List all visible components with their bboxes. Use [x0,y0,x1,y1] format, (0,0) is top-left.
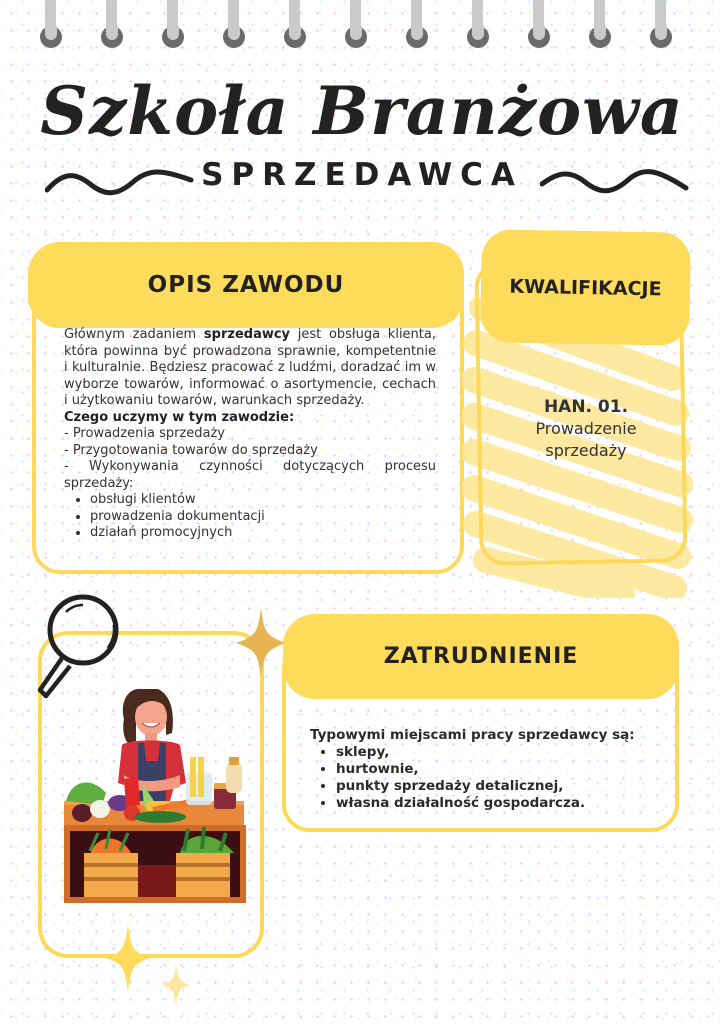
spiral-ring [223,0,245,48]
workplace-item: • hurtownie, [336,761,670,778]
spiral-ring [40,0,62,48]
learn-item: - Prowadzenia sprzedaży [64,426,225,441]
learn-heading [64,410,436,427]
sparkle-icon [234,606,288,680]
zatrudnienie-heading [283,614,679,699]
spiral-ring [467,0,489,48]
intro-bold: sprzedawcy [203,327,291,342]
intro-text-rest: jest obsługa klienta, która powinna być prowadzona sprawnie, kompetentnie i kulturalnie. Będziesz pracować z ludźmi, doradzać im w wyborze towarów, informować o asortymencie, cechach i użytkowaniu towarów, warunkach sprzedaży. [64,327,436,408]
ring-wire [228,0,239,36]
intro-text: Głównym zadaniem [64,327,204,342]
zatrudnienie-body [310,727,670,812]
kwalifikacje-heading [480,229,691,346]
ring-wire [655,0,666,36]
learn-heading-text: Czego uczymy w tym zawodzie: [64,409,295,425]
spiral-ring [162,0,184,48]
page-subtitle: SPRZEDAWCA [201,157,523,193]
learn-item: - Wykonywania czynności dotyczących procesu sprzedaży: [64,459,436,491]
sub-item: • działań promocyjnych [90,525,436,542]
ring-wire [533,0,544,36]
ring-wire [106,0,117,36]
learn-item: - Przygotowania towarów do sprzedaży [64,442,318,458]
kwalifikacje-body [490,396,682,462]
workplaces-list [310,744,670,812]
ring-wire [472,0,483,36]
spiral-ring [528,0,550,48]
seller-illustration [62,683,252,905]
sub-items-list [64,492,436,542]
sparkle-icon [160,962,192,1008]
qualification-name-line1: Prowadzenie [535,419,637,438]
spiral-ring [650,0,672,48]
sparkle-icon [104,922,152,994]
kwalifikacje-heading-text: KWALIFIKACJE [509,275,662,300]
spiral-ring [406,0,428,48]
ring-wire [167,0,178,36]
ring-wire [411,0,422,36]
wave-decoration-right [540,168,690,198]
ring-wire [350,0,361,36]
spiral-ring [284,0,306,48]
spiral-ring [345,0,367,48]
sub-item: • prowadzenia dokumentacji [90,509,436,526]
spiral-ring [101,0,123,48]
zatrudnienie-intro: Typowymi miejscami pracy sprzedawcy są: [310,727,635,743]
zatrudnienie-heading-text: ZATRUDNIENIE [383,644,579,669]
spiral-ring [589,0,611,48]
opis-heading [28,242,464,328]
ring-wire [45,0,56,36]
workplace-item: • własna działalność gospodarcza. [336,795,670,812]
workplace-item: • sklepy, [336,744,670,761]
qualification-name-line2: sprzedaży [545,441,627,460]
opis-intro [64,327,436,410]
ring-wire [594,0,605,36]
qualification-code: HAN. 01. [543,397,629,417]
workplace-item: • punkty sprzedaży detalicznej, [336,778,670,795]
opis-heading-text: OPIS ZAWODU [147,272,345,298]
opis-body [64,327,436,542]
ring-wire [289,0,300,36]
page-title: Szkoła Branżowa [40,72,684,150]
sub-item: • obsługi klientów [90,492,436,509]
